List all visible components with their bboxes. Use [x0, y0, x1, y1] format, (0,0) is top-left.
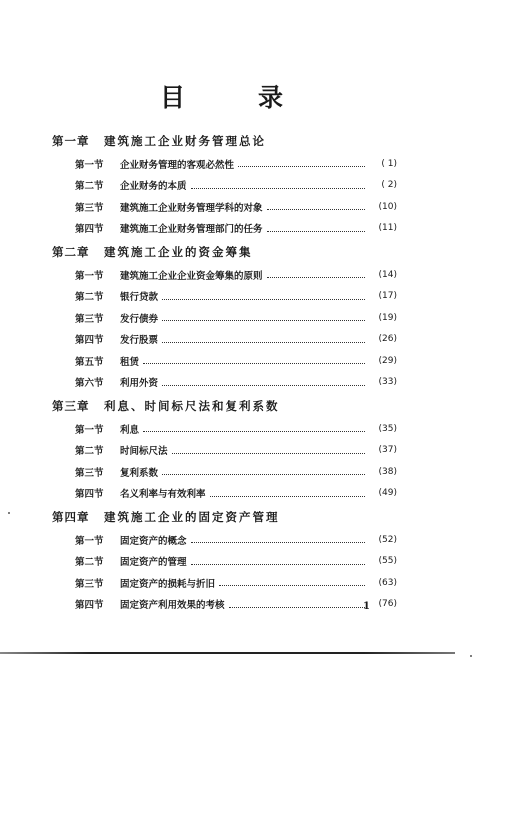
section-title: 固定资产利用效果的考核: [120, 600, 225, 612]
section-number: 第一节: [75, 424, 104, 436]
dot-leader: [210, 486, 365, 497]
dot-leader: [229, 597, 365, 608]
section-page-ref: (10): [378, 201, 397, 212]
section-page-ref: (55): [378, 556, 397, 567]
section-number: 第二节: [75, 557, 104, 569]
title-char-left: 目: [160, 83, 186, 112]
section-page-ref: ( 1): [381, 158, 397, 169]
dot-leader: [162, 464, 365, 475]
section-number: 第二节: [75, 446, 104, 458]
section-page-ref: (14): [378, 269, 397, 280]
section-title: 利用外资: [120, 378, 159, 390]
toc-entry: [52, 264, 397, 286]
chapter-heading: [52, 128, 397, 153]
chapter-title: 利息、时间标尺法和复利系数: [104, 398, 280, 413]
toc-entry: [52, 372, 397, 394]
section-title: 复利系数: [120, 467, 159, 479]
chapter-number: 第二章: [52, 244, 90, 259]
section-page-ref: ( 2): [381, 180, 397, 191]
toc-entry: [52, 551, 397, 573]
dot-leader: [143, 353, 365, 364]
section-page-ref: (33): [378, 377, 397, 388]
toc-entry: [52, 461, 397, 483]
section-title: 建筑施工企业财务管理学科的对象: [120, 202, 263, 214]
section-title: 建筑施工企业财务管理部门的任务: [120, 224, 263, 236]
section-number: 第四节: [75, 335, 104, 347]
title-char-right: 录: [258, 83, 284, 112]
toc-entry: [52, 483, 397, 505]
section-page-ref: (38): [378, 466, 397, 477]
dot-leader: [219, 575, 365, 586]
section-page-ref: (29): [378, 355, 397, 366]
dot-leader: [238, 156, 365, 167]
page-title: [0, 78, 505, 114]
section-page-ref: (76): [378, 599, 397, 610]
section-title: 发行股票: [120, 335, 159, 347]
section-title: 名义利率与有效利率: [120, 489, 206, 501]
table-of-contents: [52, 128, 397, 615]
section-number: 第三节: [75, 202, 104, 214]
section-title: 企业财务的本质: [120, 181, 187, 193]
section-number: 第三节: [75, 313, 104, 325]
section-title: 企业财务管理的客观必然性: [120, 159, 235, 171]
section-number: 第四节: [75, 600, 104, 612]
section-page-ref: (17): [378, 291, 397, 302]
page-number: 1: [363, 601, 370, 612]
dot-leader: [267, 221, 365, 232]
toc-entry: [52, 307, 397, 329]
toc-entry: [52, 350, 397, 372]
chapter-number: 第四章: [52, 509, 90, 524]
dot-leader: [143, 421, 365, 432]
section-page-ref: (26): [378, 334, 397, 345]
section-number: 第一节: [75, 159, 104, 171]
section-page-ref: (63): [378, 577, 397, 588]
section-number: 第二节: [75, 181, 104, 193]
section-page-ref: (49): [378, 488, 397, 499]
toc-entry: [52, 196, 397, 218]
toc-entry: [52, 153, 397, 175]
section-title: 固定资产的管理: [120, 557, 187, 569]
section-title: 发行债券: [120, 313, 159, 325]
section-title: 租赁: [120, 356, 140, 368]
section-number: 第四节: [75, 224, 104, 236]
chapter-heading: [52, 393, 397, 418]
dot-leader: [162, 289, 365, 300]
toc-entry: [52, 286, 397, 308]
toc-entry: [52, 440, 397, 462]
chapter-title: 建筑施工企业财务管理总论: [104, 133, 266, 148]
chapter-number: 第三章: [52, 398, 90, 413]
section-number: 第一节: [75, 270, 104, 282]
section-number: 第一节: [75, 535, 104, 547]
section-number: 第六节: [75, 378, 104, 390]
dot-leader: [191, 178, 365, 189]
dot-leader: [191, 554, 365, 565]
section-number: 第五节: [75, 356, 104, 368]
toc-entry: [52, 594, 397, 616]
section-page-ref: (35): [378, 423, 397, 434]
toc-entry: [52, 218, 397, 240]
section-title: 利息: [120, 424, 140, 436]
section-number: 第三节: [75, 467, 104, 479]
section-number: 第四节: [75, 489, 104, 501]
toc-entry: [52, 418, 397, 440]
chapter-heading: [52, 239, 397, 264]
toc-entry: [52, 529, 397, 551]
section-page-ref: (37): [378, 445, 397, 456]
section-title: 时间标尺法: [120, 446, 168, 458]
toc-entry: [52, 572, 397, 594]
chapter-number: 第一章: [52, 133, 90, 148]
chapter-title: 建筑施工企业的固定资产管理: [104, 509, 280, 524]
section-title: 银行贷款: [120, 292, 159, 304]
section-title: 建筑施工企业企业资金筹集的原则: [120, 270, 263, 282]
dot-leader: [267, 267, 365, 278]
toc-entry: [52, 175, 397, 197]
page-divider-line: [0, 652, 455, 654]
scan-speck: [470, 655, 472, 657]
chapter-heading: [52, 504, 397, 529]
section-number: 第二节: [75, 292, 104, 304]
dot-leader: [162, 310, 365, 321]
section-page-ref: (11): [378, 223, 397, 234]
chapter-title: 建筑施工企业的资金筹集: [104, 244, 253, 259]
dot-leader: [162, 375, 365, 386]
section-page-ref: (52): [378, 534, 397, 545]
section-page-ref: (19): [378, 312, 397, 323]
dot-leader: [172, 443, 365, 454]
section-title: 固定资产的概念: [120, 535, 187, 547]
section-number: 第三节: [75, 578, 104, 590]
dot-leader: [267, 199, 365, 210]
dot-leader: [191, 532, 365, 543]
section-title: 固定资产的损耗与折旧: [120, 578, 216, 590]
dot-leader: [162, 332, 365, 343]
scan-speck: [8, 512, 10, 514]
toc-entry: [52, 329, 397, 351]
